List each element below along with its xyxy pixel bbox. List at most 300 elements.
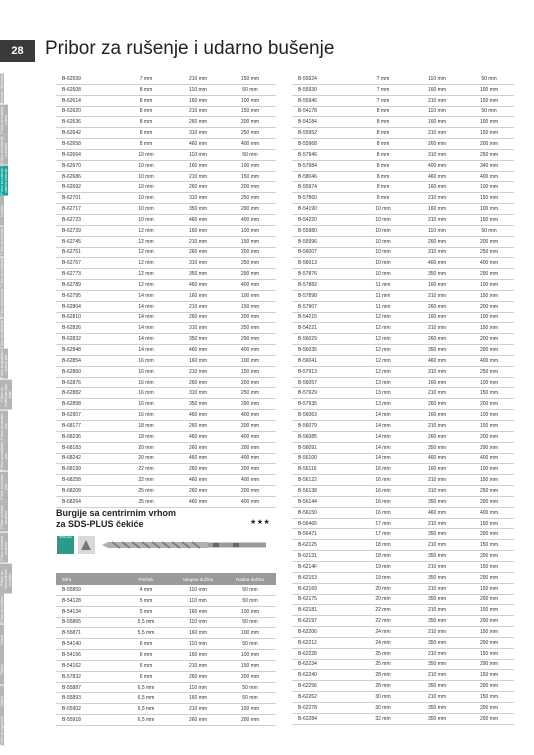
table-cell: 24 mm	[356, 627, 410, 638]
table-cell: B-54190	[292, 204, 356, 215]
table-cell: 25 mm	[120, 496, 172, 507]
sidebar-tab[interactable]: Setovi	[0, 625, 4, 655]
table-cell: 10 mm	[356, 258, 410, 269]
table-cell: 150 mm	[464, 670, 514, 681]
table-cell: 22 mm	[120, 475, 172, 486]
table-cell: 20 mm	[356, 583, 410, 594]
table-row	[56, 639, 276, 650]
table-cell: 11 mm	[356, 301, 410, 312]
table-cell: 290 mm	[224, 399, 276, 410]
table-cell: B-62826	[56, 323, 120, 334]
sidebar-tab[interactable]: Pribor za rušenje i udarno bušenje	[0, 166, 8, 195]
table-row	[292, 290, 514, 301]
table-row	[292, 475, 514, 486]
table-row	[56, 475, 276, 486]
table-cell: 200 mm	[464, 301, 514, 312]
table-cell: 290 mm	[224, 269, 276, 280]
table-cell: B-55996	[292, 236, 356, 247]
table-cell: B-57935	[292, 399, 356, 410]
table-cell: 290 mm	[224, 204, 276, 215]
table-cell: 460 mm	[172, 453, 224, 464]
table-cell: 260 mm	[172, 486, 224, 497]
table-cell: 20 mm	[120, 453, 172, 464]
table-row	[56, 128, 276, 139]
table-cell: 7 mm	[356, 95, 410, 106]
table-cell: B-55918	[56, 715, 120, 726]
table-cell: 210 mm	[410, 421, 464, 432]
table-cell: 6,5 mm	[120, 693, 172, 704]
table-cell: B-57860	[292, 193, 356, 204]
table-cell: 16 mm	[356, 496, 410, 507]
table-cell: 310 mm	[172, 323, 224, 334]
table-cell: 210 mm	[410, 214, 464, 225]
table-cell: 110 mm	[410, 225, 464, 236]
table-cell: B-56091	[292, 442, 356, 453]
table-cell: 12 mm	[120, 236, 172, 247]
table-row	[56, 204, 276, 215]
table-cell: 14 mm	[120, 312, 172, 323]
table-cell: B-56144	[292, 496, 356, 507]
table-cell: 100 mm	[224, 650, 276, 661]
table-cell: 12 mm	[356, 355, 410, 366]
table-cell: 9 mm	[356, 182, 410, 193]
table-cell: B-55968	[292, 139, 356, 150]
table-row	[292, 236, 514, 247]
table-cell: 17 mm	[356, 518, 410, 529]
table-cell: 200 mm	[464, 236, 514, 247]
table-cell: B-62175	[292, 594, 356, 605]
table-cell: 210 mm	[410, 648, 464, 659]
table-cell: 460 mm	[410, 258, 464, 269]
table-cell: 150 mm	[464, 388, 514, 399]
table-row	[292, 214, 514, 225]
table-cell: 200 mm	[224, 421, 276, 432]
table-cell: B-55871	[56, 628, 120, 639]
table-cell: 150 mm	[224, 660, 276, 671]
table-cell: 18 mm	[356, 551, 410, 562]
table-row	[292, 366, 514, 377]
sidebar-tab[interactable]: Pribor za poliranje	[0, 288, 4, 318]
table-cell: 13 mm	[356, 388, 410, 399]
table-row	[292, 627, 514, 638]
table-row	[56, 182, 276, 193]
table-cell: 400 mm	[464, 507, 514, 518]
sidebar-tab[interactable]: Pribor za brušenje	[0, 258, 4, 287]
table-cell: B-57876	[292, 269, 356, 280]
table-cell: 110 mm	[172, 682, 224, 693]
table-cell: 14 mm	[356, 453, 410, 464]
table-cell: 260 mm	[410, 236, 464, 247]
table-cell: 290 mm	[464, 702, 514, 713]
table-cell: 160 mm	[172, 290, 224, 301]
sidebar-tab[interactable]: Pribor za bušilice	[0, 595, 4, 623]
table-row	[56, 269, 276, 280]
table-cell: 12 mm	[356, 345, 410, 356]
table-row	[292, 204, 514, 215]
table-cell: B-55980	[292, 225, 356, 236]
table-row	[292, 518, 514, 529]
table-row	[56, 290, 276, 301]
table-row	[292, 106, 514, 117]
table-cell: 160 mm	[410, 84, 464, 95]
table-cell: 14 mm	[120, 345, 172, 356]
table-row	[292, 399, 514, 410]
table-cell: 8 mm	[356, 149, 410, 160]
table-cell: 290 mm	[464, 637, 514, 648]
sidebar-tab[interactable]: Pribor za bušenje u metalu	[0, 136, 8, 164]
table-cell: B-62810	[56, 312, 120, 323]
table-cell: B-62882	[56, 388, 120, 399]
table-cell: 50 mm	[464, 225, 514, 236]
table-cell: 200 mm	[224, 464, 276, 475]
table-row	[56, 160, 276, 171]
table-cell: 10 mm	[120, 171, 172, 182]
table-cell: 400 mm	[464, 171, 514, 182]
table-row	[292, 334, 514, 345]
sidebar-tab[interactable]: Borenje / štemanje	[0, 74, 4, 104]
table-cell: 160 mm	[410, 280, 464, 291]
table-cell: 350 mm	[172, 399, 224, 410]
table-cell: B-62228	[292, 648, 356, 659]
table-cell: 18 mm	[120, 431, 172, 442]
table-cell: 260 mm	[172, 715, 224, 726]
table-cell: 400 mm	[224, 214, 276, 225]
table-cell: 100 mm	[224, 290, 276, 301]
table-cell: 260 mm	[410, 139, 464, 150]
table-cell: 260 mm	[172, 247, 224, 258]
table-cell: 50 mm	[464, 74, 514, 84]
table-cell: 25 mm	[356, 659, 410, 670]
table-cell: 100 mm	[464, 312, 514, 323]
table-cell: 11 mm	[356, 290, 410, 301]
table-cell: 10 mm	[356, 236, 410, 247]
table-cell: B-62767	[56, 258, 120, 269]
table-row	[292, 149, 514, 160]
table-cell: B-62664	[56, 149, 120, 160]
table-cell: B-57898	[292, 290, 356, 301]
table-cell: 18 mm	[120, 421, 172, 432]
table-cell: 14 mm	[356, 442, 410, 453]
table-row	[56, 704, 276, 715]
table-row	[292, 225, 514, 236]
table-cell: 350 mm	[410, 681, 464, 692]
table-cell: 16 mm	[120, 355, 172, 366]
table-cell: 250 mm	[224, 258, 276, 269]
table-cell: B-62795	[56, 290, 120, 301]
table-cell: B-62206	[292, 627, 356, 638]
table-cell: 290 mm	[464, 551, 514, 562]
table-row	[56, 214, 276, 225]
bit-tip-icon	[78, 536, 95, 554]
table-cell: 10 mm	[356, 204, 410, 215]
table-cell: 12 mm	[120, 269, 172, 280]
table-row	[56, 442, 276, 453]
table-cell: 150 mm	[464, 475, 514, 486]
table-row	[56, 225, 276, 236]
table-row	[56, 280, 276, 291]
table-cell: 460 mm	[410, 507, 464, 518]
table-cell: 8 mm	[120, 95, 172, 106]
table-cell: 210 mm	[172, 366, 224, 377]
table-cell: 30 mm	[356, 702, 410, 713]
table-row	[56, 312, 276, 323]
table-cell: 200 mm	[464, 431, 514, 442]
table-cell: 290 mm	[464, 713, 514, 724]
table-cell: B-56029	[292, 334, 356, 345]
table-cell: B-62153	[292, 572, 356, 583]
table-cell: 250 mm	[224, 388, 276, 399]
table-cell: 160 mm	[410, 204, 464, 215]
table-cell: B-54128	[56, 595, 120, 606]
table-row	[292, 345, 514, 356]
sidebar-tab[interactable]: Pribor za glodalice i tračne pile	[0, 349, 8, 379]
table-cell: 100 mm	[224, 225, 276, 236]
table-row	[292, 670, 514, 681]
table-cell: 210 mm	[172, 236, 224, 247]
table-row	[56, 399, 276, 410]
table-cell: 460 mm	[172, 496, 224, 507]
table-cell: 210 mm	[410, 290, 464, 301]
table-cell: B-62636	[56, 117, 120, 128]
sidebar-tab[interactable]: Pribor za multifunkcijske alate	[0, 380, 12, 410]
table-cell: B-62169	[292, 583, 356, 594]
column-header: Prečnik	[120, 573, 172, 585]
table-cell: B-56122	[292, 475, 356, 486]
table-row	[292, 84, 514, 95]
sidebar-tab[interactable]: Pribor za tračne brusilice	[0, 533, 8, 563]
table-cell: 150 mm	[224, 171, 276, 182]
table-row	[292, 486, 514, 497]
table-cell: 460 mm	[172, 280, 224, 291]
sidebar-tab[interactable]: Pribor za sabljaste pile	[0, 441, 8, 471]
sidebar-tab[interactable]: Pribor za bušenje u drvu	[0, 105, 8, 134]
table-cell: 150 mm	[464, 561, 514, 572]
table-row	[292, 377, 514, 388]
table-cell: 340 mm	[464, 160, 514, 171]
table-cell: 200 mm	[224, 117, 276, 128]
table-cell: 100 mm	[224, 606, 276, 617]
table-cell: 14 mm	[120, 290, 172, 301]
table-cell: B-62278	[292, 702, 356, 713]
column-header: Ukupna dužina	[172, 573, 224, 585]
table-row	[292, 280, 514, 291]
table-cell: B-68242	[56, 453, 120, 464]
table-cell: B-62789	[56, 280, 120, 291]
table-row	[56, 171, 276, 182]
table-row	[292, 681, 514, 692]
table-row	[292, 616, 514, 627]
table-cell: 8 mm	[120, 128, 172, 139]
table-cell: B-57882	[292, 280, 356, 291]
table-row	[56, 388, 276, 399]
table-cell: 160 mm	[172, 225, 224, 236]
table-row	[56, 660, 276, 671]
table-cell: 160 mm	[410, 410, 464, 421]
table-cell: 350 mm	[410, 702, 464, 713]
table-cell: 200 mm	[224, 247, 276, 258]
table-cell: 28 mm	[356, 670, 410, 681]
table-row	[56, 84, 276, 95]
table-cell: B-55974	[292, 182, 356, 193]
table-row	[292, 74, 514, 84]
sidebar-tab[interactable]: Pribor za ubodne pile	[0, 412, 8, 439]
table-cell: 6 mm	[120, 650, 172, 661]
table-cell: 12 mm	[120, 247, 172, 258]
table-cell: 110 mm	[172, 595, 224, 606]
section-title-line2: za SDS-PLUS čekiće	[56, 519, 144, 529]
table-cell: 150 mm	[224, 106, 276, 117]
table-cell: 160 mm	[172, 650, 224, 661]
sidebar-tab[interactable]: Odjeća	[0, 686, 4, 716]
table-cell: B-62876	[56, 377, 120, 388]
table-cell: 10 mm	[356, 247, 410, 258]
table-cell: B-55859	[56, 585, 120, 595]
table-cell: B-68236	[56, 431, 120, 442]
table-cell: 150 mm	[464, 692, 514, 703]
table-cell: B-62832	[56, 334, 120, 345]
table-row	[292, 702, 514, 713]
sidebar-tab[interactable]: Pribor za sigurnost	[0, 716, 4, 746]
table-cell: 460 mm	[172, 214, 224, 225]
table-cell: 7 mm	[356, 74, 410, 84]
table-cell: B-62860	[56, 366, 120, 377]
table-cell: 310 mm	[410, 486, 464, 497]
table-cell: B-62739	[56, 225, 120, 236]
table-cell: 150 mm	[464, 95, 514, 106]
table-cell: 210 mm	[172, 74, 224, 84]
table-cell: 400 mm	[464, 453, 514, 464]
table-cell: 14 mm	[356, 431, 410, 442]
table-row	[56, 421, 276, 432]
table-row	[56, 377, 276, 388]
table-cell: 150 mm	[464, 214, 514, 225]
table-row	[56, 693, 276, 704]
table-cell: 150 mm	[464, 323, 514, 334]
table-cell: B-62723	[56, 214, 120, 225]
table-cell: 14 mm	[356, 410, 410, 421]
table-row	[56, 117, 276, 128]
column-header: Šifra	[56, 573, 120, 585]
table-cell: 50 mm	[224, 617, 276, 628]
sidebar-tab[interactable]: Pribor za kutne brusilice	[0, 502, 8, 532]
table-cell: 10 mm	[120, 204, 172, 215]
table-row	[292, 139, 514, 150]
table-cell: 350 mm	[410, 616, 464, 627]
table-cell: 310 mm	[172, 128, 224, 139]
sidebar-tab[interactable]: Pribor za kružne pile	[0, 472, 8, 502]
table-cell: 110 mm	[172, 585, 224, 595]
table-cell: B-56138	[292, 486, 356, 497]
table-cell: 12 mm	[120, 258, 172, 269]
table-cell: 110 mm	[172, 639, 224, 650]
sidebar-tab[interactable]: Krunice	[0, 196, 4, 226]
table-row	[292, 583, 514, 594]
drill-bit-image	[98, 540, 268, 550]
table-cell: B-57913	[292, 366, 356, 377]
table-cell: 210 mm	[410, 540, 464, 551]
table-cell: B-62701	[56, 193, 120, 204]
sidebar-tab[interactable]: Pribor za rezanje	[0, 228, 4, 255]
table-cell: 18 mm	[356, 540, 410, 551]
table-row	[292, 355, 514, 366]
table-cell: 250 mm	[224, 128, 276, 139]
table-cell: 150 mm	[464, 193, 514, 204]
table-cell: 350 mm	[172, 334, 224, 345]
sidebar-tab[interactable]: Pribor za ekscentrične brusilice	[0, 564, 12, 594]
table-cell: B-62131	[292, 551, 356, 562]
rating-stars: ★★★	[250, 519, 271, 526]
table-cell: 200 mm	[224, 377, 276, 388]
table-cell: 6 mm	[120, 671, 172, 682]
table-cell: B-56471	[292, 529, 356, 540]
table-cell: 5,5 mm	[120, 628, 172, 639]
table-cell: B-56085	[292, 431, 356, 442]
sds-plus-badge	[57, 536, 74, 554]
table-cell: 350 mm	[410, 713, 464, 724]
table-cell: B-62692	[56, 182, 120, 193]
table-cell: 22 mm	[356, 605, 410, 616]
table-row	[292, 507, 514, 518]
table-cell: B-57946	[292, 149, 356, 160]
table-row	[292, 637, 514, 648]
table-cell: 250 mm	[224, 323, 276, 334]
table-cell: B-55865	[56, 617, 120, 628]
table-cell: 150 mm	[464, 583, 514, 594]
table-row	[292, 659, 514, 670]
sidebar-tab[interactable]: Razno	[0, 655, 4, 685]
section-title	[56, 508, 236, 530]
table-cell: 260 mm	[172, 312, 224, 323]
table-row	[292, 540, 514, 551]
table-row	[56, 410, 276, 421]
table-cell: 50 mm	[464, 106, 514, 117]
table-cell: 250 mm	[464, 247, 514, 258]
table-cell: 400 mm	[224, 280, 276, 291]
table-cell: 150 mm	[224, 301, 276, 312]
table-cell: 100 mm	[464, 204, 514, 215]
table-cell: 12 mm	[356, 312, 410, 323]
table-cell: 150 mm	[464, 627, 514, 638]
sidebar-tab[interactable]: Pribor za odvijanje	[0, 319, 4, 348]
table-row	[56, 139, 276, 150]
table-cell: 210 mm	[410, 95, 464, 106]
table-cell: 5 mm	[120, 606, 172, 617]
table-cell: 150 mm	[224, 74, 276, 84]
table-row	[292, 95, 514, 106]
table-cell: 8 mm	[120, 84, 172, 95]
table-cell: B-56063	[292, 410, 356, 421]
section-title-line1: Burgije sa centrirnim vrhom	[56, 508, 177, 518]
table-cell: 150 mm	[224, 366, 276, 377]
table-cell: 160 mm	[410, 464, 464, 475]
table-cell: 100 mm	[464, 117, 514, 128]
table-cell: B-62608	[56, 84, 120, 95]
table-cell: 100 mm	[464, 182, 514, 193]
table-cell: B-55924	[292, 74, 356, 84]
table-cell: 14 mm	[120, 301, 172, 312]
centering-bit-table	[56, 573, 276, 726]
table-cell: 310 mm	[172, 388, 224, 399]
table-row	[56, 355, 276, 366]
table-row	[292, 605, 514, 616]
table-cell: 350 mm	[172, 269, 224, 280]
table-cell: 100 mm	[464, 280, 514, 291]
table-cell: 8 mm	[356, 160, 410, 171]
table-row	[56, 682, 276, 693]
table-cell: B-55902	[56, 704, 120, 715]
table-cell: B-55930	[292, 84, 356, 95]
table-cell: 260 mm	[410, 399, 464, 410]
